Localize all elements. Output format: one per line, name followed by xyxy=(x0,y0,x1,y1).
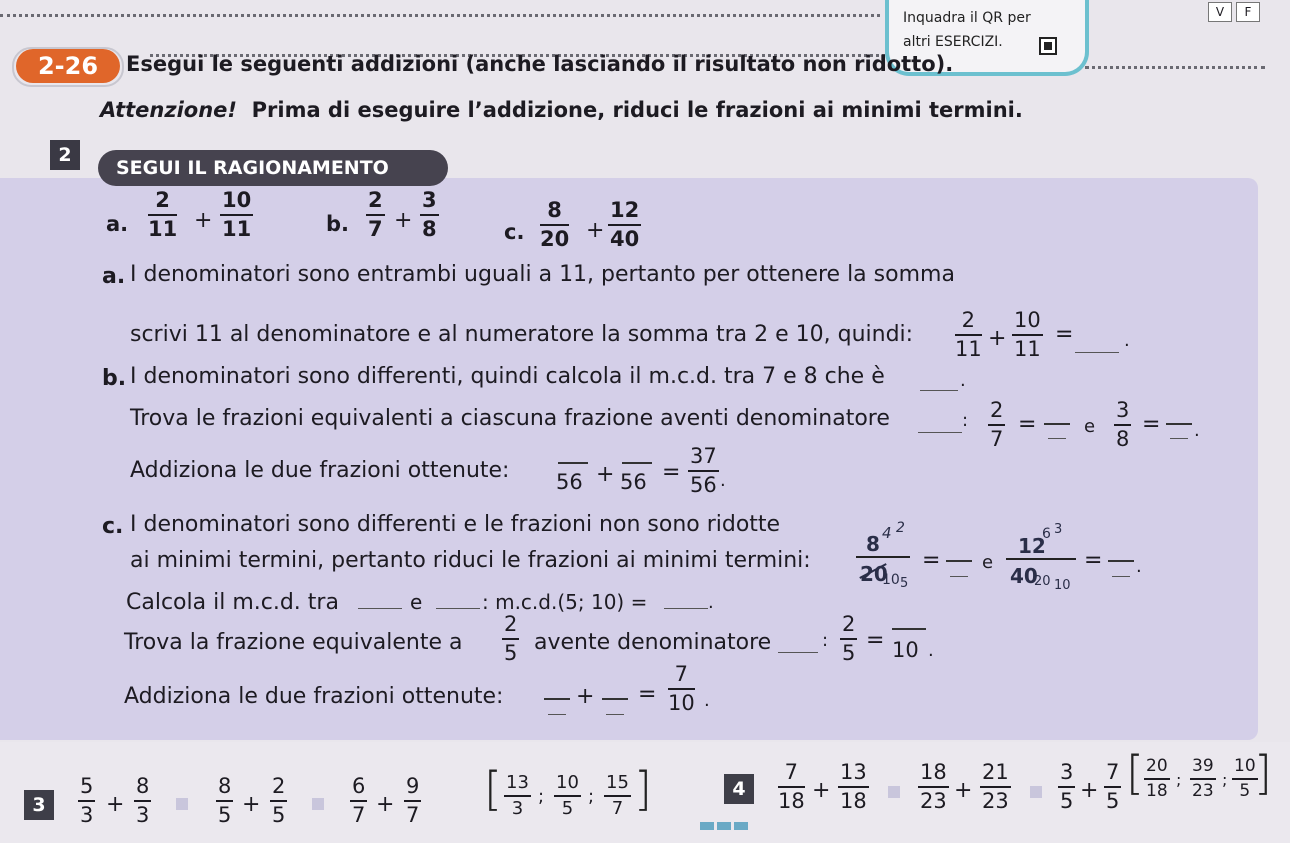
ex3-sum1-fraction-2: $\frac{8}{3}$ xyxy=(136,774,150,827)
blank-numerator[interactable] xyxy=(892,628,926,630)
plus-sign: + xyxy=(954,778,973,803)
difficulty-indicator xyxy=(700,815,751,834)
ex3-sum3-fraction-2: $\frac{9}{7}$ xyxy=(406,774,420,827)
part-b-line2: Trova le frazioni equivalenti a ciascuna frazione aventi denominatore xyxy=(130,406,890,431)
colon: : xyxy=(822,630,829,651)
ex4-answer-3: $\frac{10}{5}$ xyxy=(1234,756,1256,801)
mcd-blank-1[interactable] xyxy=(358,608,402,609)
handwritten-numerator-2: 3 xyxy=(1054,522,1063,537)
exercise-instruction: Esegui le seguenti addizioni (anche lasciando il risultato non ridotto). xyxy=(126,52,954,76)
part-a-fraction-2: $\frac{10}{11}$ xyxy=(1014,308,1041,361)
ex3-answer-3: $\frac{15}{7}$ xyxy=(606,772,629,819)
plus-sign: + xyxy=(242,792,261,817)
part-c-line3c: : m.c.d.(5; 10) = xyxy=(482,590,648,614)
blank-fraction[interactable] xyxy=(1044,412,1070,434)
item-b-label: b. xyxy=(326,212,350,236)
part-b-result-fraction-1: 56 xyxy=(556,470,583,494)
answers-bracket-open: [ xyxy=(1126,746,1144,800)
handwritten-denominator-2: 10 xyxy=(1054,578,1071,593)
separator-square xyxy=(176,798,188,810)
colon: : xyxy=(962,410,969,431)
part-c-line3b: e xyxy=(410,590,423,614)
handwritten-numerator-1: 4 xyxy=(882,524,892,542)
exercise-2-title: SEGUI IL RAGIONAMENTO xyxy=(98,150,448,186)
plus-sign: + xyxy=(194,208,213,233)
part-c-label: c. xyxy=(102,514,124,539)
item-c-label: c. xyxy=(504,220,525,244)
exercise-4-number: 4 xyxy=(724,774,754,804)
part-c-line5-result: $\frac{7}{10}$ xyxy=(668,662,695,715)
plus-sign: + xyxy=(1080,778,1099,803)
period: . xyxy=(1194,420,1200,441)
item-c-fraction-2: $\frac{12}{40}$ xyxy=(610,198,640,251)
blank-fraction[interactable] xyxy=(544,686,570,714)
plus-sign: + xyxy=(812,778,831,803)
semicolon: ; xyxy=(538,786,545,807)
ex4-sum2-fraction-1: $\frac{18}{23}$ xyxy=(920,760,947,813)
qr-line2: altri ESERCIZI. xyxy=(903,34,1003,50)
ex4-answer-2: $\frac{39}{23}$ xyxy=(1192,756,1214,801)
period: . xyxy=(960,370,966,391)
period: . xyxy=(708,592,714,613)
part-a-line2: scrivi 11 al denominatore e al numeratore la somma tra 2 e 10, quindi: xyxy=(130,322,914,347)
answer-blank[interactable] xyxy=(1075,352,1119,353)
handwritten-denominator-2: 5 xyxy=(900,576,909,591)
part-a-line1: I denominatori sono entrambi uguali a 11, pertanto per ottenere la somma xyxy=(130,262,955,287)
exercise-attention xyxy=(100,98,1023,122)
ex3-answer-2: $\frac{10}{5}$ xyxy=(556,772,579,819)
part-b-fraction-1: $\frac{2}{7}$ xyxy=(990,398,1004,451)
item-b-fraction-2: $\frac{3}{8}$ xyxy=(422,188,437,241)
handwritten-numerator-1: 6 xyxy=(1042,526,1051,542)
plus-sign: + xyxy=(106,792,125,817)
original-numerator: 8 xyxy=(866,532,880,556)
equals-sign: = xyxy=(866,628,885,653)
period: . xyxy=(720,470,726,491)
part-c-line3a: Calcola il m.c.d. tra xyxy=(126,590,339,615)
header-dotted-line xyxy=(0,14,880,17)
header-dotted-line-3 xyxy=(1085,66,1265,69)
and-word: e xyxy=(1084,416,1096,437)
ex3-answer-1: $\frac{13}{3}$ xyxy=(506,772,529,819)
ex3-sum2-fraction-2: $\frac{2}{5}$ xyxy=(272,774,286,827)
equals-sign: = xyxy=(662,460,681,485)
period: . xyxy=(1136,556,1142,577)
item-b-fraction-1: $\frac{2}{7}$ xyxy=(368,188,383,241)
ex3-sum3-fraction-1: $\frac{6}{7}$ xyxy=(352,774,366,827)
separator-square xyxy=(312,798,324,810)
ex3-sum2-fraction-1: $\frac{8}{5}$ xyxy=(218,774,232,827)
handwritten-numerator-2: 2 xyxy=(896,520,905,536)
handwritten-denominator-1: 10 xyxy=(882,572,900,588)
and-word: e xyxy=(982,552,994,573)
ex4-sum2-fraction-2: $\frac{21}{23}$ xyxy=(982,760,1009,813)
period: . xyxy=(704,690,710,711)
semicolon: ; xyxy=(588,786,595,807)
plus-sign: + xyxy=(394,208,413,233)
period: . xyxy=(1124,330,1130,351)
part-b-result: $\frac{37}{56}$ xyxy=(690,444,717,497)
plus-sign: + xyxy=(596,462,615,487)
plus-sign: + xyxy=(576,684,595,709)
exercise-2-number: 2 xyxy=(50,140,80,170)
ex4-sum1-fraction-2: $\frac{13}{18}$ xyxy=(840,760,867,813)
ex4-answer-1: $\frac{20}{18}$ xyxy=(1146,756,1168,801)
part-c-line4a: Trova la frazione equivalente a xyxy=(124,630,463,655)
part-c-line4-fraction-2: $\frac{2}{5}$ xyxy=(842,612,856,665)
equals-sign: = xyxy=(922,548,941,573)
answers-bracket-close: ] xyxy=(1254,746,1272,800)
plus-sign: + xyxy=(988,326,1007,351)
attention-label: Attenzione! xyxy=(100,98,237,122)
period: . xyxy=(928,640,934,661)
original-denominator: 40 xyxy=(1010,564,1038,588)
blank-fraction[interactable] xyxy=(1108,548,1134,574)
mcd-blank[interactable] xyxy=(920,390,958,391)
true-box[interactable]: V xyxy=(1208,2,1232,22)
original-numerator: 12 xyxy=(1018,534,1046,558)
part-b-line1: I denominatori sono differenti, quindi calcola il m.c.d. tra 7 e 8 che è xyxy=(130,364,885,389)
part-b-result-fraction-2: 56 xyxy=(620,470,647,494)
part-c-line2: ai minimi termini, pertanto riduci le frazioni ai minimi termini: xyxy=(130,548,811,573)
denominator-blank[interactable] xyxy=(778,652,818,653)
part-c-line4-result: 10 xyxy=(892,638,919,662)
separator-square xyxy=(1030,786,1042,798)
blank-fraction[interactable] xyxy=(946,548,972,574)
plus-sign: + xyxy=(376,792,395,817)
mcd-result-blank[interactable] xyxy=(664,608,708,609)
item-a-fraction-2: $\frac{10}{11}$ xyxy=(222,188,252,241)
part-c-line4b: avente denominatore xyxy=(534,630,772,655)
semicolon: ; xyxy=(1176,770,1182,789)
plus-sign: + xyxy=(586,218,605,243)
original-denominator: 20 xyxy=(860,562,888,586)
answers-bracket-open: [ xyxy=(484,762,502,816)
handwritten-denominator-1: 20 xyxy=(1034,574,1051,589)
item-c-fraction-1: $\frac{8}{20}$ xyxy=(540,198,570,251)
denominator-blank[interactable] xyxy=(918,432,962,433)
separator-square xyxy=(888,786,900,798)
blank-fraction[interactable] xyxy=(602,686,628,714)
equals-sign: = xyxy=(1018,412,1037,437)
part-c-line5: Addiziona le due frazioni ottenute: xyxy=(124,684,504,709)
false-box[interactable]: F xyxy=(1236,2,1260,22)
equals-sign: = xyxy=(638,682,657,707)
mcd-blank-2[interactable] xyxy=(436,608,480,609)
part-b-line3: Addiziona le due frazioni ottenute: xyxy=(130,458,510,483)
exercise-range-badge: 2-26 xyxy=(16,49,120,83)
ex3-sum1-fraction-1: $\frac{5}{3}$ xyxy=(80,774,94,827)
item-a-label: a. xyxy=(106,212,129,236)
attention-text: Prima di eseguire l’addizione, riduci le frazioni ai minimi termini. xyxy=(251,98,1023,122)
blank-fraction[interactable] xyxy=(1166,412,1192,434)
part-b-label: b. xyxy=(102,366,127,391)
part-c-line4-fraction: $\frac{2}{5}$ xyxy=(504,612,518,665)
exercise-3-number: 3 xyxy=(24,790,54,820)
qr-line1: Inquadra il QR per xyxy=(903,10,1031,26)
equals-sign: = xyxy=(1055,322,1074,347)
reduction-fraction-1 xyxy=(852,520,914,592)
ex4-sum1-fraction-1: $\frac{7}{18}$ xyxy=(778,760,805,813)
equals-sign: = xyxy=(1142,412,1161,437)
reduction-fraction-2 xyxy=(1002,522,1082,596)
answers-bracket-close: ] xyxy=(634,762,652,816)
part-b-fraction-2: $\frac{3}{8}$ xyxy=(1116,398,1130,451)
semicolon: ; xyxy=(1222,770,1228,789)
item-a-fraction-1: $\frac{2}{11}$ xyxy=(148,188,178,241)
part-c-line1: I denominatori sono differenti e le frazioni non sono ridotte xyxy=(130,512,781,537)
part-a-label: a. xyxy=(102,264,126,289)
qr-icon[interactable] xyxy=(1039,37,1057,55)
equals-sign: = xyxy=(1084,548,1103,573)
ex4-sum3-fraction-1: $\frac{3}{5}$ xyxy=(1060,760,1074,813)
ex4-sum3-fraction-2: $\frac{7}{5}$ xyxy=(1106,760,1120,813)
part-a-fraction-1: $\frac{2}{11}$ xyxy=(955,308,982,361)
